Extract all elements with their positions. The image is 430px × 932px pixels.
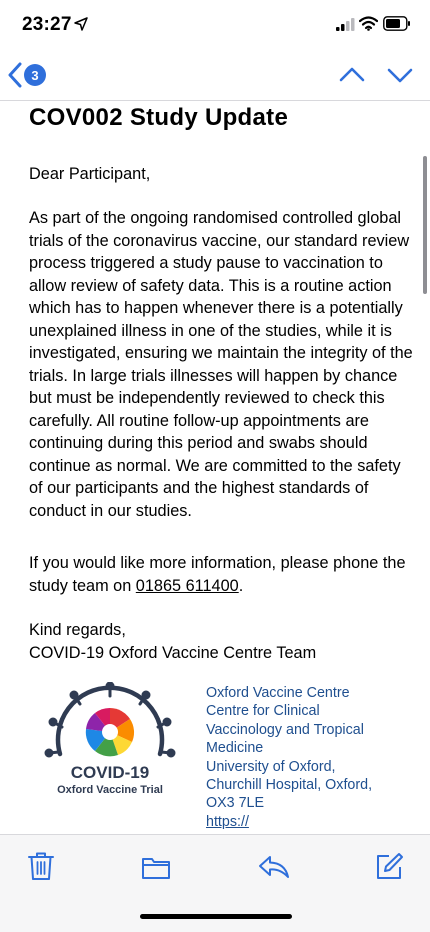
folder-icon[interactable] bbox=[141, 854, 171, 880]
status-bar bbox=[0, 0, 430, 52]
reply-icon[interactable] bbox=[258, 854, 290, 880]
nav-bar bbox=[0, 52, 430, 101]
address-line: OX3 7LE bbox=[206, 795, 265, 812]
paragraph-2-text: If you would like more information, please phone the study team on bbox=[29, 554, 406, 595]
chevron-down-icon[interactable] bbox=[386, 64, 414, 86]
compose-icon[interactable] bbox=[374, 852, 404, 882]
cellular-signal-icon bbox=[336, 18, 355, 31]
email-closing: Kind regards, bbox=[29, 621, 126, 639]
logo-title: COVID-19 bbox=[70, 763, 150, 782]
phone-number-link[interactable]: 01865 611400 bbox=[135, 576, 239, 595]
chevron-left-icon bbox=[8, 62, 22, 88]
address-line: University of Oxford, bbox=[206, 758, 336, 775]
covid-trial-logo bbox=[40, 682, 180, 802]
email-team-signature: COVID-19 Oxford Vaccine Centre Team bbox=[29, 644, 317, 662]
paragraph-2-end: . bbox=[238, 576, 244, 595]
website-link[interactable]: https:// bbox=[206, 813, 249, 830]
back-button[interactable] bbox=[8, 62, 46, 88]
location-arrow-icon bbox=[74, 17, 88, 31]
trash-icon[interactable] bbox=[28, 851, 54, 881]
battery-icon bbox=[383, 16, 411, 31]
address-line: Vaccinology and Tropical bbox=[206, 721, 364, 738]
email-content[interactable] bbox=[0, 100, 430, 834]
organization-address bbox=[206, 684, 406, 831]
scrollbar[interactable] bbox=[423, 156, 427, 294]
email-paragraph-2 bbox=[29, 552, 413, 597]
logo-subtitle: Oxford Vaccine Trial bbox=[57, 784, 163, 796]
chevron-up-icon[interactable] bbox=[338, 64, 366, 86]
email-subject: COV002 Study Update bbox=[29, 104, 289, 131]
address-line: Churchill Hospital, Oxford, bbox=[206, 777, 373, 794]
address-line: Medicine bbox=[206, 740, 264, 757]
email-paragraph-1: As part of the ongoing randomised controlled global trials of the coronavirus vaccine, our standard review process triggered a study pause to vaccination to allow review of safety data. This is a routine action which has to happen whenever there is a potentially unexplained illness in one of the studies, while it is investigated, ensuring we maintain the integrity of the trials. In large trials illnesses will happen by chance but must be independently reviewed to check this carefully. All routine follow-up appointments are continuing during this period and swabs should continue as normal. We are committed to the safety of our participants and the highest standards of conduct in our studies. bbox=[29, 209, 413, 520]
status-time: 23:27 bbox=[22, 14, 72, 35]
address-line: Centre for Clinical bbox=[206, 703, 320, 720]
email-greeting: Dear Participant, bbox=[29, 165, 151, 183]
address-line: Oxford Vaccine Centre bbox=[206, 685, 350, 701]
unread-count-badge: 3 bbox=[24, 64, 46, 86]
wifi-icon bbox=[359, 16, 378, 31]
home-indicator[interactable] bbox=[140, 914, 292, 919]
